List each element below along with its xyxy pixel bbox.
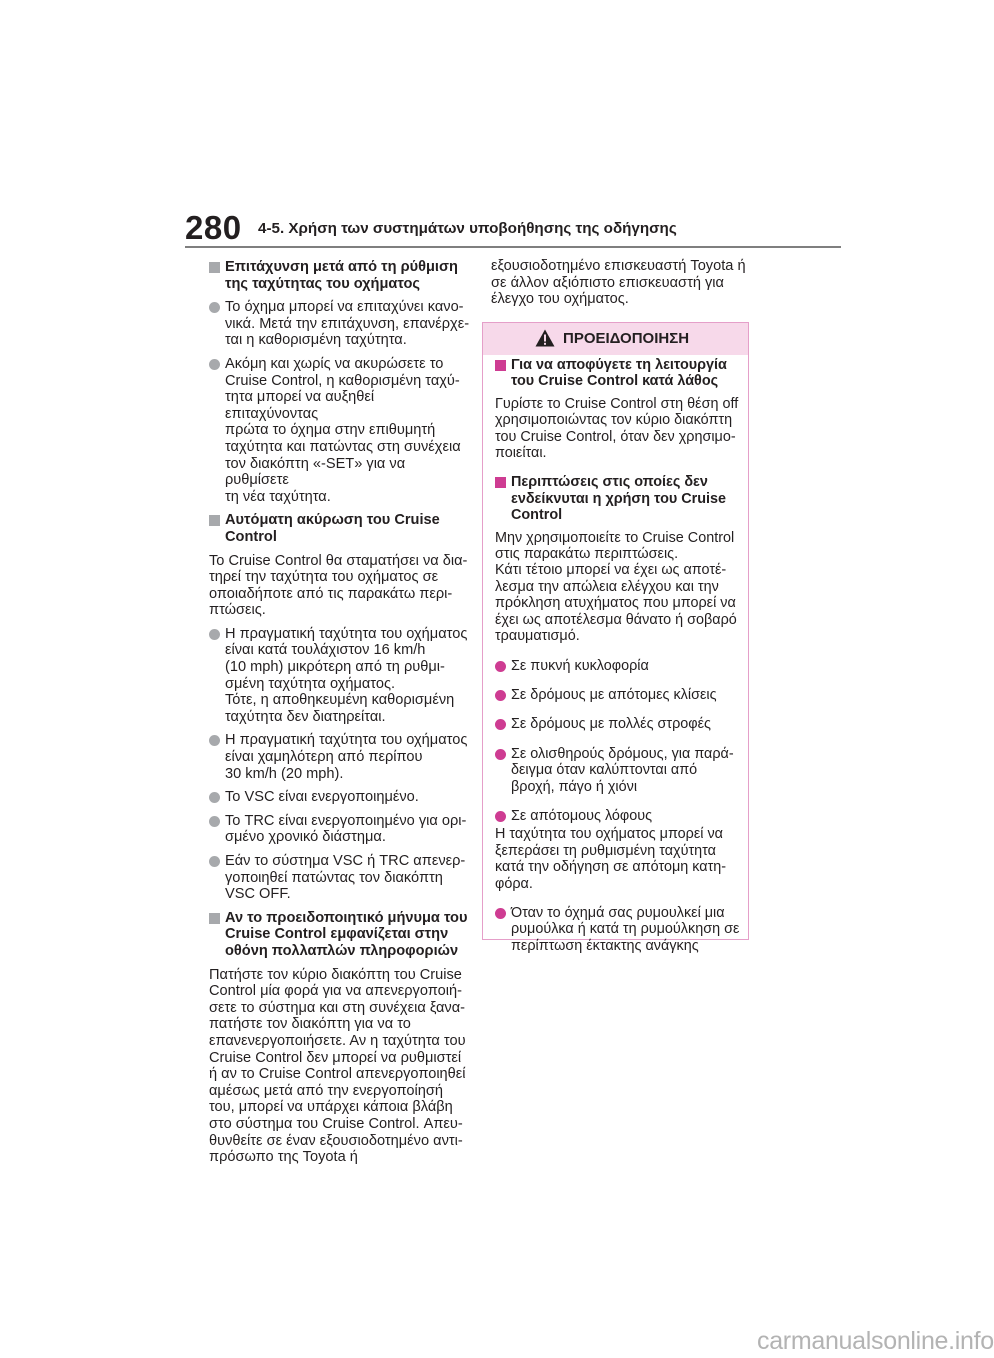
round-bullet-icon bbox=[495, 690, 506, 701]
paragraph: Πατήστε τον κύριο διακόπτη του Cruise Control μία φορά για να απενεργοποιή- σετε το σύστημα και στη συνέχεια ξανα- πατήστε τον διακόπτη για να το επανενεργοποιήσετε. Αν η ταχύτητα του Cruise Control δεν μπορεί να ρυθμιστεί ή αν το Cruise Control απενεργοποιηθεί αμέσως μετά από την ενεργοποίησή του, μπορεί να υπάρχει κάποια βλάβη στο σύστημα του Cruise Control. Απευ- θυνθείτε σε έναν εξουσιοδοτημένο αντι- πρόσωπο της Toyota ή bbox=[209, 966, 466, 1166]
list-item bbox=[495, 905, 740, 954]
warning-title: ΠΡΟΕΙΔΟΠΟΙΗΣΗ bbox=[563, 330, 690, 347]
list-item-text: Το VSC είναι ενεργοποιημένο. bbox=[225, 789, 419, 806]
right-column-continuation bbox=[491, 258, 751, 308]
paragraph: Γυρίστε το Cruise Control στη θέση off χρησιμοποιώντας τον κύριο διακόπτη του Cruise Control, όταν δεν χρησιμο- ποιείται. bbox=[495, 395, 739, 462]
list-item-text: Σε δρόμους με πολλές στροφές bbox=[511, 716, 711, 733]
list-item-text: Η πραγματική ταχύτητα του οχήματος είναι κατά τουλάχιστον 16 km/h (10 mph) μικρότερη από τη ρυθμι- σμένη ταχύτητα οχήματος. Τότε, η αποθηκευμένη καθορισμένη ταχύτητα δεν διατηρείται. bbox=[225, 625, 468, 725]
heading-acceleration bbox=[209, 259, 471, 292]
paragraph: Η ταχύτητα του οχήματος μπορεί να ξεπεράσει τη ρυθμισμένη ταχύτητα κατά την οδήγηση σε απότομη κατη- φόρα. bbox=[495, 826, 727, 892]
paragraph: Μην χρησιμοποιείτε το Cruise Control στις παρακάτω περιπτώσεις. Κάτι τέτοιο μπορεί να έχει ως αποτέ- λεσμα την απώλεια ελέγχου και την πρόκληση ατυχήματος που μπορεί να έχει ως αποτέλεσμα θάνατο ή σοβαρό τραυματισμό. bbox=[495, 529, 737, 645]
round-bullet-icon bbox=[209, 302, 220, 313]
round-bullet-icon bbox=[209, 792, 220, 803]
round-bullet-icon bbox=[209, 359, 220, 370]
warning-heading bbox=[495, 357, 740, 390]
list-item bbox=[495, 658, 740, 674]
list-item-text: Σε πυκνή κυκλοφορία bbox=[511, 657, 649, 674]
paragraph: Το Cruise Control θα σταματήσει να δια- τηρεί την ταχύτητα του οχήματος σε οποιαδήποτε από τις παρακάτω περι- πτώσεις. bbox=[209, 552, 468, 619]
list-item bbox=[209, 299, 471, 349]
heading-text: Περιπτώσεις στις οποίες δεν ενδείκνυται η χρήση του Cruise Control bbox=[511, 474, 727, 524]
list-item bbox=[209, 356, 471, 505]
heading-text: Αν το προειδοποιητικό μήνυμα του Cruise Control εμφανίζεται στην οθόνη πολλαπλών πληροφοριών bbox=[225, 909, 468, 959]
header-divider bbox=[185, 246, 841, 248]
list-item bbox=[495, 746, 740, 795]
round-bullet-icon bbox=[495, 719, 506, 730]
square-bullet-icon bbox=[209, 913, 220, 924]
list-item-text: Εάν το σύστημα VSC ή TRC απενερ- γοποιηθεί πατώντας τον διακόπτη VSC OFF. bbox=[225, 853, 466, 903]
round-bullet-icon bbox=[209, 816, 220, 827]
watermark: carmanualsonline.info bbox=[757, 1327, 994, 1355]
round-bullet-icon bbox=[209, 629, 220, 640]
list-item bbox=[495, 687, 740, 703]
round-bullet-icon bbox=[209, 735, 220, 746]
paragraph: εξουσιοδοτημένο επισκευαστή Toyota ή σε άλλον αξιόπιστο επισκευαστή για έλεγχο του οχήματος. bbox=[491, 258, 746, 308]
list-item-text: Σε ολισθηρούς δρόμους, για παρά- δειγμα όταν καλύπτονται από βροχή, πάγο ή χιόνι bbox=[511, 745, 734, 795]
list-item-text: Σε δρόμους με απότομες κλίσεις bbox=[511, 686, 717, 703]
square-bullet-icon bbox=[209, 262, 220, 273]
left-column bbox=[209, 259, 471, 1173]
square-bullet-icon bbox=[495, 477, 506, 488]
heading-auto-cancel bbox=[209, 512, 471, 545]
list-item-text: Σε απότομους λόφους bbox=[511, 807, 653, 824]
list-item bbox=[209, 789, 471, 806]
list-item bbox=[495, 808, 740, 824]
page-number: 280 bbox=[185, 209, 242, 246]
list-item bbox=[209, 732, 471, 782]
warning-triangle-icon bbox=[535, 329, 555, 347]
list-item-text: Όταν το όχημά σας ρυμουλκεί μια ρυμούλκα ή κατά τη ρυμούλκηση σε περίπτωση έκτακτης ανάγκης bbox=[511, 904, 740, 954]
section-title: 4-5. Χρήση των συστημάτων υποβοήθησης της οδήγησης bbox=[258, 220, 677, 237]
round-bullet-icon bbox=[209, 856, 220, 867]
heading-warning-message bbox=[209, 910, 471, 960]
list-item bbox=[209, 813, 471, 846]
warning-box bbox=[482, 322, 749, 954]
list-item bbox=[209, 853, 471, 903]
list-item-text: Η πραγματική ταχύτητα του οχήματος είναι χαμηλότερη από περίπου 30 km/h (20 mph). bbox=[225, 732, 468, 782]
list-item-text: Το TRC είναι ενεργοποιημένο για ορι- σμένο χρονικό διάστημα. bbox=[225, 812, 467, 846]
round-bullet-icon bbox=[495, 811, 506, 822]
round-bullet-icon bbox=[495, 908, 506, 919]
heading-text: Αυτόματη ακύρωση του Cruise Control bbox=[225, 512, 440, 545]
list-item-text: Ακόμη και χωρίς να ακυρώσετε το Cruise Control, η καθορισμένη ταχύ- τητα μπορεί να αυξηθεί επιταχύνοντας πρώτα το όχημα στην επιθυμητή ταχύτητα και πατώντας στη συνέχεια τον διακόπτη «-SET» για να ρυθμίσετε τη νέα ταχύτητα. bbox=[225, 355, 461, 505]
list-item bbox=[209, 626, 471, 726]
list-item-text: Το όχημα μπορεί να επιταχύνει κανο- νικά. Μετά την επιτάχυνση, επανέρχε- ται η καθορισμένη ταχύτητα. bbox=[225, 299, 470, 349]
warning-header bbox=[483, 323, 748, 355]
list-item bbox=[495, 716, 740, 732]
warning-body bbox=[495, 357, 740, 967]
square-bullet-icon bbox=[495, 360, 506, 371]
round-bullet-icon bbox=[495, 661, 506, 672]
heading-text: Επιτάχυνση μετά από τη ρύθμιση της ταχύτητας του οχήματος bbox=[225, 259, 458, 292]
square-bullet-icon bbox=[209, 515, 220, 526]
round-bullet-icon bbox=[495, 749, 506, 760]
heading-text: Για να αποφύγετε τη λειτουργία του Cruise Control κατά λάθος bbox=[511, 357, 727, 390]
warning-heading bbox=[495, 474, 740, 523]
